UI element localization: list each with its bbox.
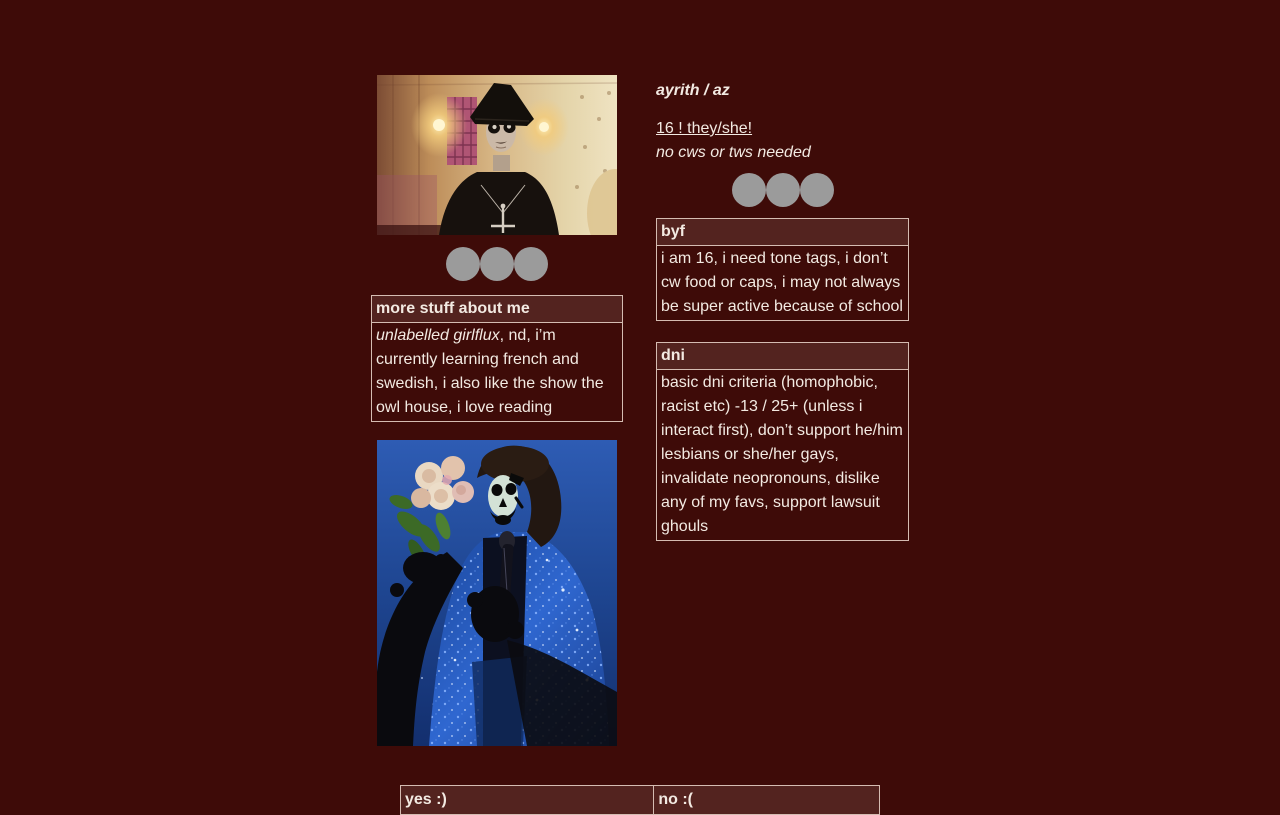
pronouns-link[interactable]: 16 ! they/she!	[656, 120, 753, 137]
profile-page	[371, 0, 909, 815]
circle-placeholder-icon	[732, 173, 766, 207]
pronouns-line	[656, 117, 909, 141]
about-box-body	[372, 323, 623, 422]
dni-box-body: basic dni criteria (homophobic, racist etc) -13 / 25+ (unless i interact first), don’t support he/him lesbians or she/her gays, invalidate neopronouns, dislike any of my favs, support lawsuit ghouls	[657, 370, 909, 541]
circle-placeholder-icon	[514, 247, 548, 281]
yes-column-header: yes :)	[401, 786, 654, 815]
cw-note: no cws or tws needed	[656, 144, 811, 161]
two-column-layout	[371, 75, 909, 746]
papa-bouquet-illustration	[377, 440, 617, 746]
circle-placeholder-icon	[480, 247, 514, 281]
left-column	[371, 75, 623, 746]
byf-box-body: i am 16, i need tone tags, i don’t cw food or caps, i may not always be super active because of school	[657, 246, 909, 321]
photo-cardinal-portrait	[377, 75, 617, 235]
divider-circles	[371, 247, 623, 281]
dni-box	[656, 342, 909, 541]
no-column-header: no :(	[654, 786, 880, 815]
about-box	[371, 295, 623, 422]
circle-placeholder-icon	[766, 173, 800, 207]
divider-circles	[656, 173, 909, 207]
circle-placeholder-icon	[446, 247, 480, 281]
circle-placeholder-icon	[800, 173, 834, 207]
yes-no-table	[400, 785, 880, 815]
right-column	[656, 75, 909, 541]
about-box-title: more stuff about me	[372, 296, 623, 323]
display-name: ayrith / az	[656, 82, 730, 99]
byf-box-title: byf	[657, 219, 909, 246]
dni-box-title: dni	[657, 343, 909, 370]
about-lead-italic: unlabelled girlflux	[376, 327, 500, 344]
photo-papa-bouquet	[377, 440, 617, 746]
cardinal-portrait-illustration	[377, 75, 617, 235]
byf-box	[656, 218, 909, 321]
about-body-text: , nd, i’m currently learning french and swedish, i also like the show the owl house, i love reading	[376, 327, 604, 416]
